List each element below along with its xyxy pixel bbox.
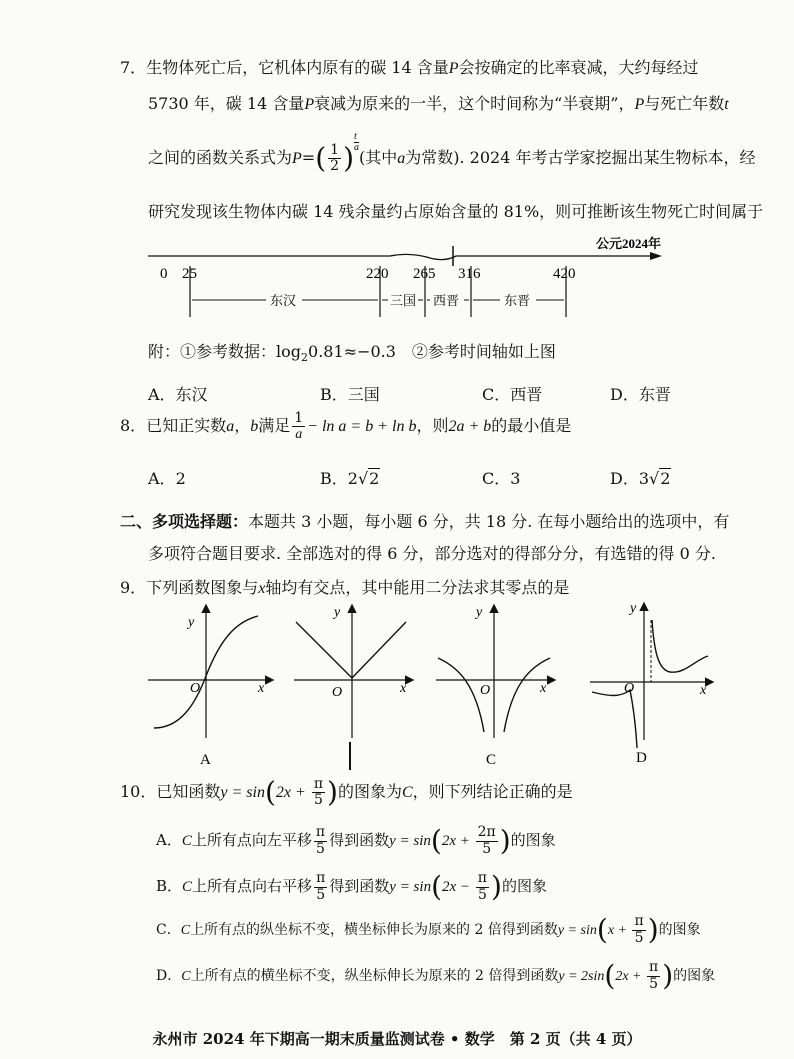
svg-text:y: y xyxy=(188,615,195,630)
svg-text:O: O xyxy=(480,683,491,698)
svg-text:x: x xyxy=(700,683,707,698)
q7-option-a[interactable]: A．东汉 xyxy=(148,385,208,404)
svg-text:x: x xyxy=(400,681,407,696)
graph-label-d: D xyxy=(636,750,647,766)
svg-text:O: O xyxy=(332,685,343,700)
timeline-figure xyxy=(140,232,700,322)
q8-option-a[interactable]: A．2 xyxy=(148,469,186,488)
section2-title: 二、多项选择题： xyxy=(120,512,249,531)
tick-220: 220 xyxy=(366,266,389,282)
q7-option-b[interactable]: B．三国 xyxy=(320,385,380,404)
q7-note: 附：①参考数据：$\log_20.81\approx-0.3$ ②参考时间轴如上图 xyxy=(148,342,556,365)
graph-label-c: C xyxy=(486,752,497,768)
timeline-arrow-icon xyxy=(650,252,662,260)
q7-line1: 7．生物体死亡后，它机体内原有的碳 14 含量P会按确定的比率衰减，大约每经过 xyxy=(120,58,699,77)
q10-option-c[interactable]: C．C上所有点的纵坐标不变，横坐标伸长为原来的 2 倍得到函数y = sin(x + $\frac{\pi}{5}$ )的图象 xyxy=(156,913,701,946)
q10-option-a[interactable]: A．C上所有点向左平移 $\frac{\pi}{5}$ 得到函数y = sin(2x + $\frac{2\pi}{5}$ )的图象 xyxy=(156,824,556,857)
svg-text:x: x xyxy=(540,681,547,696)
svg-text:x: x xyxy=(258,681,265,696)
era-sanguo: 三国 xyxy=(390,293,417,308)
section2-line2: 多项符合题目要求. 全部选对的得 6 分，部分选对的得部分分，有选错的得 0 分. xyxy=(148,544,716,563)
svg-text:O: O xyxy=(624,681,635,696)
q8-stem: 8．已知正实数a，b满足 $\frac{1}{a}$ − ln a = b + ln b，则2a + b的最小值是 xyxy=(120,409,572,442)
q9-stem: 9．下列函数图象与x轴均有交点，其中能用二分法求其零点的是 xyxy=(120,578,570,597)
graph-label-a: A xyxy=(200,752,211,768)
q9-graphs xyxy=(140,600,760,770)
tick-316: 316 xyxy=(458,266,481,282)
svg-text:O: O xyxy=(190,681,201,696)
q8-option-b[interactable]: B．2√2 xyxy=(320,469,380,488)
graph-a[interactable] xyxy=(148,606,272,738)
era-donghan: 东汉 xyxy=(270,293,297,308)
q8-option-c[interactable]: C．3 xyxy=(482,469,521,488)
q10-option-d[interactable]: D．C上所有点的横坐标不变，纵坐标伸长为原来的 2 倍得到函数y = 2sin(2x + $\frac{\pi}{5}$ )的图象 xyxy=(156,959,716,992)
svg-text:y: y xyxy=(334,605,341,620)
graph-c[interactable] xyxy=(436,605,554,738)
era-dongjin: 东晋 xyxy=(504,293,531,308)
graph-d[interactable] xyxy=(590,601,712,748)
era-xijin: 西晋 xyxy=(433,293,460,308)
tick-25: 25 xyxy=(182,266,197,282)
tick-420: 420 xyxy=(553,266,576,282)
page-footer: 永州市 2024 年下期高一期末质量监测试卷 • 数学 第 2 页（共 4 页） xyxy=(152,1030,642,1048)
q7-line2: 5730 年，碳 14 含量P衰减为原来的一半，这个时间称为“半衰期”，P与死亡年数t xyxy=(148,94,729,113)
timeline-label: 公元2024年 xyxy=(596,236,662,251)
q7-line4: 研究发现该生物体内碳 14 残余量约占原始含量的 81%，则可推断该生物死亡时间属于 xyxy=(148,202,764,221)
svg-text:y: y xyxy=(476,605,483,620)
q8-option-d[interactable]: D．3√2 xyxy=(610,469,671,488)
q10-option-b[interactable]: B．C上所有点向右平移 $\frac{\pi}{5}$ 得到函数y = sin(2x − $\frac{\pi}{5}$ )的图象 xyxy=(156,870,547,903)
graph-b[interactable] xyxy=(294,605,412,738)
section2-line1: 二、多项选择题：本题共 3 小题，每小题 6 分，共 18 分. 在每小题给出的选项中，有 xyxy=(120,512,730,531)
q7-option-d[interactable]: D．东晋 xyxy=(610,385,671,404)
tick-265: 265 xyxy=(413,266,436,282)
q7-line3-formula: 之间的函数关系式为P=( $\frac{1}{2}$ ) $\frac{t}{a}$ (其中a为常数). 2024 年考古学家挖掘出某生物标本，经 xyxy=(148,131,756,175)
q7-option-c[interactable]: C．西晋 xyxy=(482,385,543,404)
q7-number: 7． xyxy=(120,58,147,77)
q10-stem: 10．已知函数y = sin(2x + $\frac{\pi}{5}$ )的图象为C，则下列结论正确的是 xyxy=(120,775,573,809)
svg-text:y: y xyxy=(630,601,637,616)
tick-0: 0 xyxy=(160,266,168,282)
timeline-axis xyxy=(148,254,650,259)
